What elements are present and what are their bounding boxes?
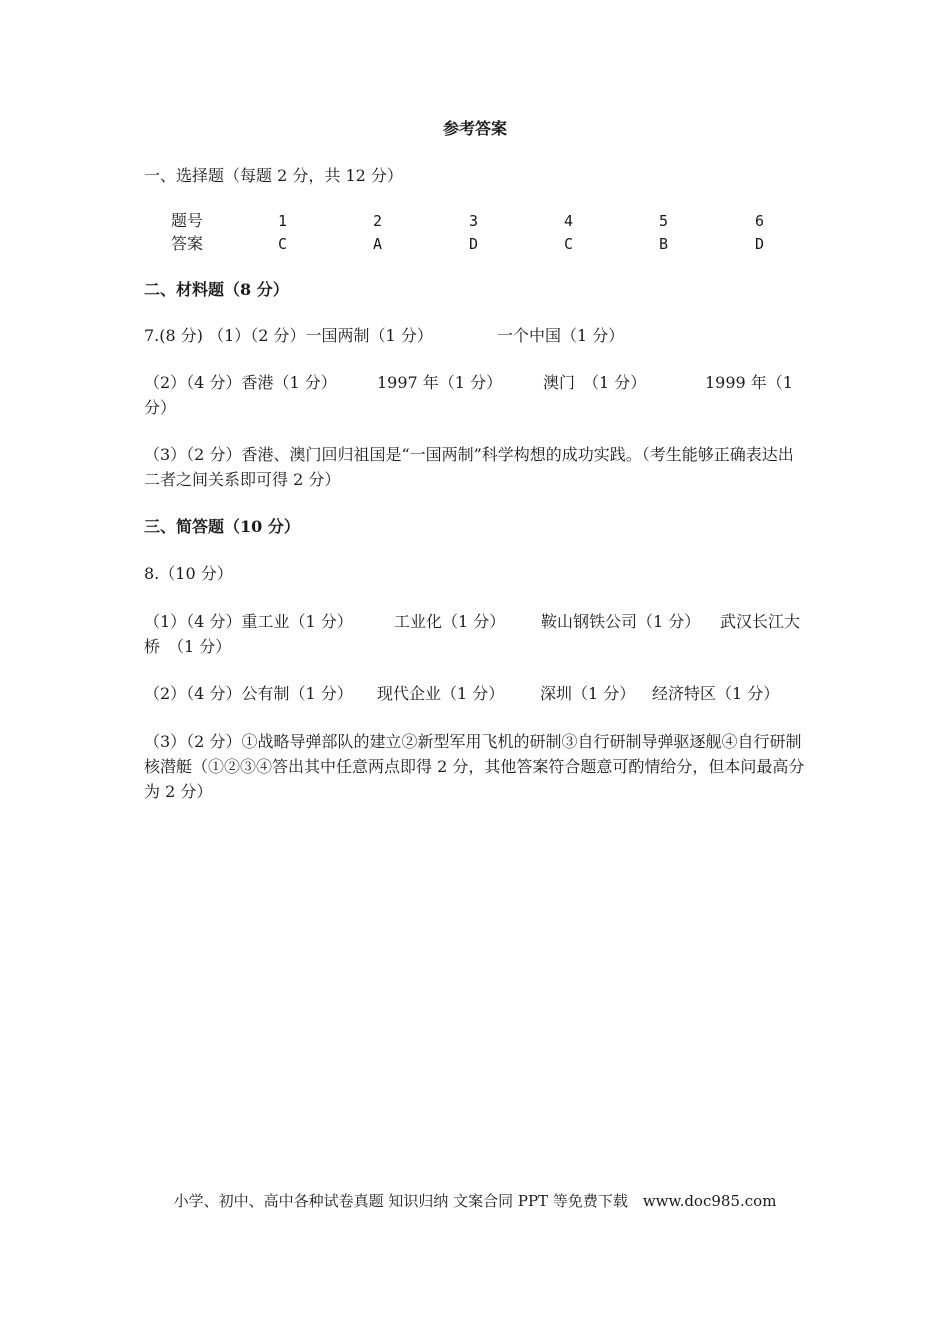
- q7-part3: （3）（2 分）香港、澳门回归祖国是“一国两制”科学构想的成功实践。（考生能够正确表达出二者之间关系即可得 2 分）: [144, 445, 794, 489]
- table-answer-cell: C: [278, 235, 288, 253]
- section1-heading: 一、选择题（每题 2 分，共 12 分）: [144, 166, 403, 185]
- q7-part2-c: 澳门 （1 分）: [543, 373, 647, 392]
- q8-part2-c: 深圳（1 分）: [540, 684, 636, 703]
- table-number-cell: 3: [469, 212, 479, 230]
- q8-part1-c: 鞍山钢铁公司（1 分）: [541, 612, 701, 631]
- q7-part2-b: 1997 年（1 分）: [377, 373, 503, 392]
- section3-heading: 三、简答题（10 分）: [144, 517, 300, 536]
- q7-part1-extra: 一个中国（1 分）: [497, 326, 625, 345]
- table-row-label-answer: 答案: [171, 234, 204, 253]
- table-number-cell: 2: [373, 212, 383, 230]
- q8-part2-d: 经济特区（1 分）: [652, 684, 780, 703]
- page-title: 参考答案: [442, 119, 507, 138]
- table-row-label-number: 题号: [171, 211, 204, 230]
- q8-part2-a: （2）（4 分）公有制（1 分）: [144, 684, 353, 703]
- table-answer-cell: C: [564, 235, 574, 253]
- table-number-cell: 1: [278, 212, 288, 230]
- table-answer-cell: A: [373, 235, 383, 253]
- section2-heading: 二、材料题（8 分）: [144, 280, 289, 299]
- q7-part2-a: （2）（4 分）香港（1 分）: [144, 373, 337, 392]
- q7-part1: 7.(8 分) （1）（2 分）一国两制（1 分）: [144, 326, 433, 345]
- table-answer-cell: D: [755, 235, 765, 253]
- table-number-cell: 4: [564, 212, 574, 230]
- page-footer: 小学、初中、高中各种试卷真题 知识归纳 文案合同 PPT 等免费下载 www.doc985.com: [173, 1192, 777, 1210]
- q7-part2-d: 1999 年（1: [705, 373, 793, 392]
- table-answer-cell: B: [659, 235, 669, 253]
- q8-part1-d: 武汉长江大: [720, 612, 801, 631]
- q8-part1-a: （1）（4 分）重工业（1 分）: [144, 612, 353, 631]
- table-number-cell: 5: [659, 212, 669, 230]
- q8-part1-b: 工业化（1 分）: [394, 612, 506, 631]
- table-answer-cell: D: [469, 235, 479, 253]
- q8-heading: 8.（10 分）: [144, 564, 233, 583]
- q8-part1-e: 桥 （1 分）: [144, 637, 232, 656]
- q8-part2-b: 现代企业（1 分）: [377, 684, 505, 703]
- table-number-cell: 6: [755, 212, 765, 230]
- q7-part2-e: 分）: [144, 398, 177, 417]
- q8-part3: （3）（2 分）①战略导弹部队的建立②新型军用飞机的研制③自行研制导弹驱逐舰④自行研制核潜艇（①②③④答出其中任意两点即得 2 分，其他答案符合题意可酌情给分，但本问最高分为 2 分）: [144, 732, 805, 801]
